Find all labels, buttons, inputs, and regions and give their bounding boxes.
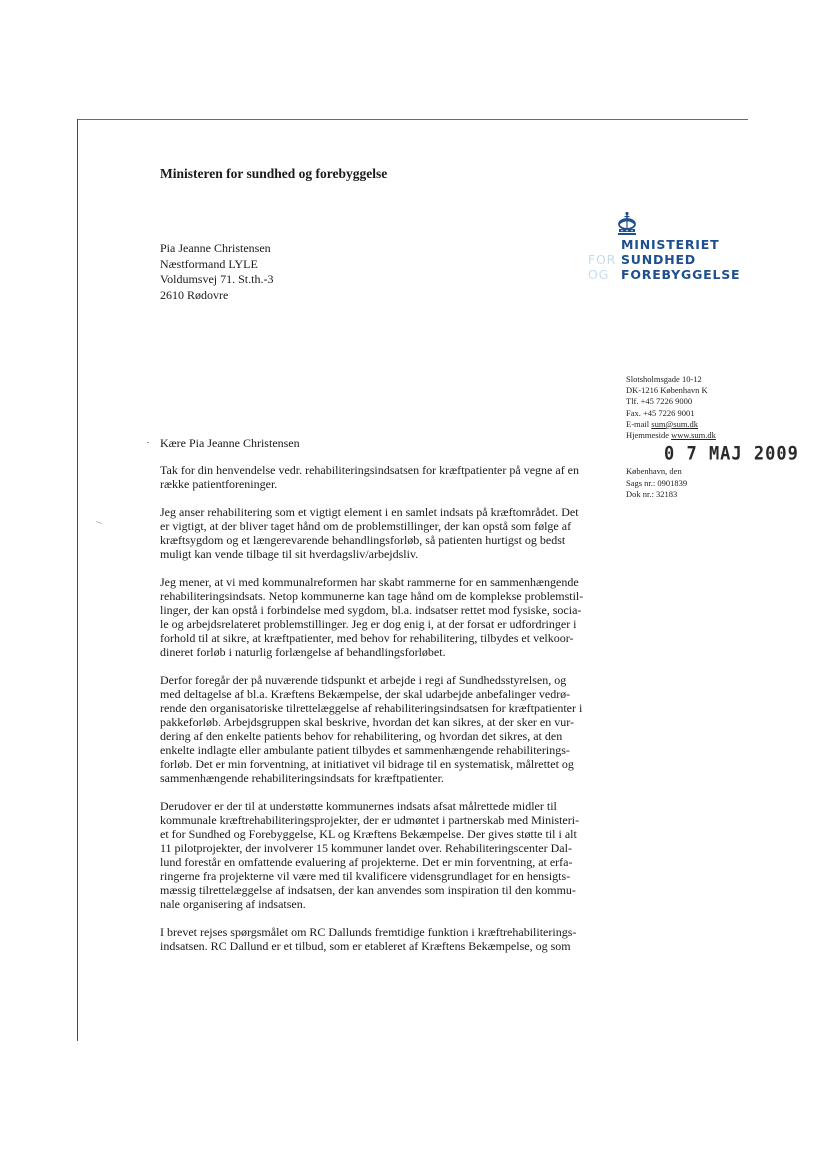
text-line: indsatsen. RC Dallund er et tilbud, som er etableret af Kræftens Bekæmpelse, og som [160, 939, 571, 953]
ministry-logo [588, 211, 748, 287]
text-line: Derfor foregår der på nuværende tidspunkt et arbejde i regi af Sundhedsstyrelsen, og [160, 673, 567, 687]
text-line: række patientforeninger. [160, 477, 278, 491]
scan-frame-left-edge [77, 119, 78, 1041]
paragraph [160, 799, 600, 911]
contact-web-link[interactable]: www.sum.dk [671, 430, 716, 441]
text-line: kræftsygdom og et længerevarende behandlingsforløb, så patienten hurtigst og bedst [160, 533, 566, 547]
recipient-street: Voldumsvej 71. St.th.-3 [160, 272, 274, 286]
contact-fax: Fax. +45 7226 9001 [626, 407, 695, 418]
text-line: sammenhængende rehabiliteringsindsats for kræftpatienter. [160, 771, 444, 785]
paragraph [160, 575, 600, 659]
text-line: ringerne fra projekterne vil være med til kvalificere vidensgrundlaget for en hensigts- [160, 869, 571, 883]
letter-meta [626, 466, 687, 501]
text-line: mæssig tilrettelæggelse af indsatsen, der kan anvendes som inspiration til den kommu- [160, 883, 576, 897]
text-line: rehabiliteringsindsats. Netop kommunerne kan tage hånd om de komplekse problemstil- [160, 589, 584, 603]
logo-line-ministeriet: MINISTERIET [621, 237, 720, 252]
text-line: kommunale kræftrehabiliteringsprojekter, der er udmøntet i partnerskab med Ministeri- [160, 813, 580, 827]
paragraph [160, 673, 600, 785]
text-line: dering af den enkelte patients behov for rehabilitering, og hvordan det sikres, at den [160, 729, 563, 743]
contact-web-row: Hjemmeside www.sum.dk [626, 430, 716, 441]
letter-body [160, 463, 600, 967]
text-line: forhold til at sikre, at kræftpatienter, med behov for rehabilitering, tilbydes et velkoor- [160, 631, 574, 645]
text-line: Derudover er der til at understøtte kommunernes indsats afsat målrettede midler til [160, 799, 557, 813]
text-line: dineret forløb i naturlig forlængelse af behandlingsforløbet. [160, 645, 446, 659]
contact-phone: Tlf. +45 7226 9000 [626, 396, 693, 407]
recipient-city: 2610 Rødovre [160, 287, 229, 302]
text-line: 11 pilotprojekter, der involverer 15 kommuner landet over. Rehabiliteringscenter Dal- [160, 841, 572, 855]
scan-speck [96, 521, 102, 524]
text-line: Jeg mener, at vi med kommunalreformen har skabt rammerne for en sammenhængende [160, 575, 579, 589]
recipient-name: Pia Jeanne Christensen [160, 241, 271, 255]
meta-place: København, den [626, 466, 682, 476]
salutation: Kære Pia Jeanne Christensen [160, 436, 300, 450]
contact-email-row: E-mail sum@sum.dk [626, 418, 699, 429]
recipient-title: Næstformand LYLE [160, 256, 258, 271]
crown-icon [616, 211, 638, 237]
letter-heading: Ministeren for sundhed og forebyggelse [160, 166, 388, 181]
date-stamp: 0 7 MAJ 2009 [664, 443, 799, 465]
contact-email-link[interactable]: sum@sum.dk [651, 418, 699, 429]
text-line: Jeg anser rehabilitering som et vigtigt element i en samlet indsats på kræftområdet. Det [160, 505, 579, 519]
contact-address-city: DK-1216 København K [626, 385, 708, 396]
logo-line-forebyggelse: OG FOREBYGGELSE [588, 267, 741, 282]
scan-speck [147, 442, 149, 443]
meta-case-number: Sags nr.: 0901839 [626, 477, 688, 488]
text-line: le og arbejdsrelateret problemstillinger. Jeg er dog enig i, at der forsat er udfordringer i [160, 617, 577, 631]
logo-line-sundhed: FOR SUNDHED [588, 252, 696, 267]
text-line: lund forestår en omfattende evaluering af projekterne. Det er min forventning, at erfa- [160, 855, 573, 869]
recipient-address [160, 241, 273, 303]
text-line: I brevet rejses spørgsmålet om RC Dallunds fremtidige funktion i kræftrehabiliterings- [160, 925, 577, 939]
text-line: enkelte indlagte eller ambulante patient tilbydes et sammenhængende rehabiliterings- [160, 743, 570, 757]
text-line: et for Sundhed og Forebyggelse, KL og Kræftens Bekæmpelse. Der gives støtte til i alt [160, 827, 577, 841]
text-line: er vigtigt, at der bliver taget hånd om de problemstillinger, der kan opstå som følge af [160, 519, 572, 533]
paragraph [160, 505, 600, 561]
sender-contact-block [626, 374, 716, 441]
text-line: med deltagelse af bl.a. Kræftens Bekæmpelse, der skal udarbejde anbefalinger vedrø- [160, 687, 571, 701]
paragraph [160, 925, 600, 953]
text-line: forløb. Det er min forventning, at initiativet vil bidrage til en systematisk, målrettet og [160, 757, 574, 771]
text-line: pakkeforløb. Arbejdsgruppen skal beskrive, hvordan det kan sikres, at der sker en vur- [160, 715, 574, 729]
text-line: linger, der kan opstå i forbindelse med sygdom, bl.a. indsatser rettet mod fysiske, socia- [160, 603, 582, 617]
text-line: muligt kan vende tilbage til sit hverdagsliv/arbejdsliv. [160, 547, 419, 561]
text-line: nale organisering af indsatsen. [160, 897, 306, 911]
meta-doc-number: Dok nr.: 32183 [626, 489, 678, 499]
paragraph [160, 463, 600, 491]
text-line: Tak for din henvendelse vedr. rehabiliteringsindsatsen for kræftpatienter på vegne af en [160, 463, 580, 477]
text-line: rende den organisatoriske tilrettelæggelse af rehabiliteringsindsatsen for kræftpatienter i [160, 701, 583, 715]
scan-frame-top-edge [78, 119, 748, 120]
contact-address-street: Slotsholmsgade 10-12 [626, 374, 702, 384]
